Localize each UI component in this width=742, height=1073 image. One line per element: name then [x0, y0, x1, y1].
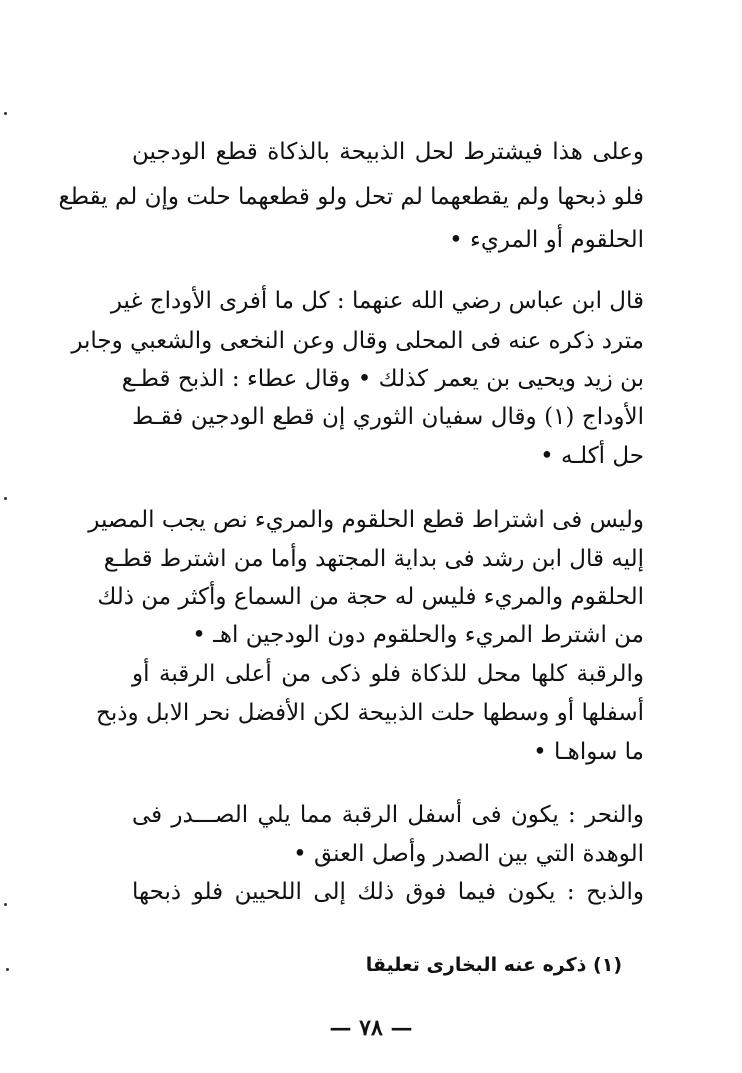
- text-line: الوهدة التي بين الصدر وأصل العنق •: [293, 841, 644, 867]
- scan-speck: [4, 903, 7, 906]
- text-line: مترد ذكره عنه فى المحلى وقال وعن النخعى والشعبي وجابر: [71, 328, 644, 354]
- text-line: الحلقوم أو المريء •: [449, 227, 644, 253]
- text-line: قال ابن عباس رضي الله عنهما : كل ما أفرى الأوداج غير: [110, 288, 644, 314]
- text-line: من اشترط المريء والحلقوم دون الودجين اهـ •: [192, 622, 644, 648]
- text-line: وليس فى اشتراط قطع الحلقوم والمريء نص يجب المصير: [88, 507, 644, 533]
- text-line: الحلقوم والمريء فليس له حجة من السماع وأكثر من ذلك: [97, 584, 644, 610]
- scan-speck: [6, 968, 9, 971]
- text-line: حل أكلـه •: [540, 443, 644, 469]
- text-line: والنحر : يكون فى أسفل الرقبة مما يلي الصـــدر فى: [132, 802, 644, 828]
- text-line: الأوداج (١) وقال سفيان الثوري إن قطع الودجين فقـط: [132, 404, 644, 430]
- footnote: (١) ذكره عنه البخارى تعليقا: [365, 954, 622, 976]
- scan-speck: [4, 497, 7, 500]
- text-line: أسفلها أو وسطها حلت الذبيحة لكن الأفضل نحر الابل وذبح: [95, 700, 644, 726]
- page-number: — ٧٨ —: [329, 1015, 413, 1041]
- text-line: والرقبة كلها محل للذكاة فلو ذكى من أعلى الرقبة أو: [132, 661, 644, 687]
- text-line: ما سواهـا •: [533, 739, 644, 765]
- text-line: بن زيد ويحيى بن يعمر كذلك • وقال عطاء : الذبح قطـع: [121, 366, 644, 392]
- text-line: وعلى هذا فيشترط لحل الذبيحة بالذكاة قطع الودجين: [132, 139, 644, 165]
- text-line: فلو ذبحها ولم يقطعهما لم تحل ولو قطعهما حلت وإن لم يقطع: [58, 184, 644, 210]
- scan-speck: [4, 112, 7, 115]
- text-line: والذبح : يكون فيما فوق ذلك إلى اللحيين فلو ذبحها: [132, 879, 644, 905]
- text-line: إليه قال ابن رشد فى بداية المجتهد وأما من اشترط قطـع: [103, 546, 644, 572]
